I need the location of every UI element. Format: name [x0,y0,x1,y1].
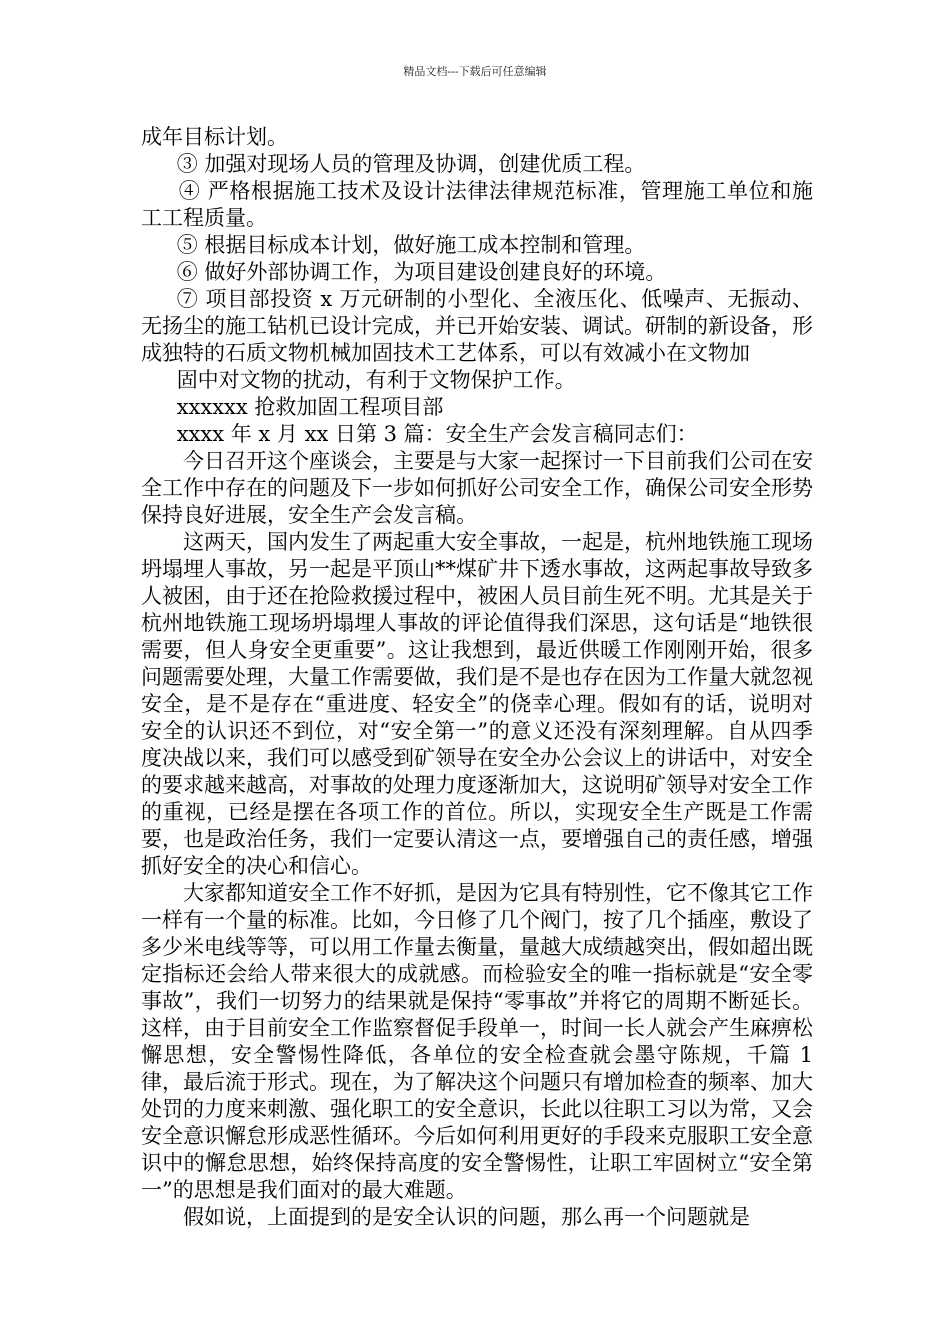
paragraph-item-6: ⑥ 做好外部协调工作，为项目建设创建良好的环境。 [176,260,667,284]
paragraph-accidents: 这两天，国内发生了两起重大安全事故，一起是，杭州地铁施工现场坍塌埋人事故，另一起是平顶山**煤矿井下透水事故，这两起事故导致多人被困，由于还在抢险救援过程中，被困人员目前生死不明。尤其是关于杭州地铁施工现场坍塌埋人事故的评论值得我们深思，这句话是“地铁很需要，但人身安全更重要”。这让我想到，最近供暖工作刚刚开始，很多问题需要处理，大量工作需要做，我们是不是也存在因为工作量大就忽视安全，是不是存在“重进度、轻安全”的侥幸心理。假如有的话，说明对安全的认识还不到位，对“安全第一”的意义还没有深刻理解。自从四季度决战以来，我们可以感受到矿领导在安全办公会议上的讲话中，对安全的要求越来越高，对事故的处理力度逐渐加大，这说明矿领导对安全工作的重视，已经是摆在各项工作的首位。所以，实现安全生产既是工作需要，也是政治任务，我们一定要认清这一点，要增强自己的责任感，增强抓好安全的决心和信心。 [141,530,813,878]
paragraph-goal-plan-end: 成年目标计划。 [141,125,288,149]
paragraph-signature-dept: xxxxxx 抢救加固工程项目部 [176,395,444,419]
paragraph-item-7-cont: 固中对文物的扰动，有利于文物保护工作。 [176,368,576,392]
paragraph-item-3: ③ 加强对现场人员的管理及协调，创建优质工程。 [176,152,646,176]
paragraph-next-problem: 假如说，上面提到的是安全认识的问题，那么再一个问题就是 [183,1205,750,1229]
paragraph-signature-date: xxxx 年 x 月 xx 日第 3 篇：安全生产会发言稿同志们： [176,422,698,446]
document-body [141,124,813,1231]
page-header: 精品文档---下载后可任意编辑 [403,65,547,78]
paragraph-item-4: ④ 严格根据施工技术及设计法律法律规范标准，管理施工单位和施工工程质量。 [141,179,813,230]
paragraph-meeting-intro: 今日召开这个座谈会，主要是与大家一起探讨一下目前我们公司在安全工作中存在的问题及下一步如何抓好公司安全工作，确保公司安全形势保持良好进展，安全生产会发言稿。 [141,449,813,527]
paragraph-item-5: ⑤ 根据目标成本计划，做好施工成本控制和管理。 [176,233,646,257]
paragraph-item-7: ⑦ 项目部投资 x 万元研制的小型化、全液压化、低噪声、无振动、无扬尘的施工钻机已设计完成，并已开始安装、调试。研制的新设备，形成独特的石质文物机械加固技术工艺体系，可以有效减小在文物加 [141,287,813,365]
paragraph-safety-difficulty: 大家都知道安全工作不好抓，是因为它具有特别性，它不像其它工作一样有一个量的标准。比如，今日修了几个阀门，按了几个插座，敷设了多少米电线等等，可以用工作量去衡量，量越大成绩越突出，假如超出既定指标还会给人带来很大的成就感。而检验安全的唯一指标就是“安全零事故”，我们一切努力的结果就是保持“零事故”并将它的周期不断延长。这样，由于目前安全工作监察督促手段单一，时间一长人就会产生麻痹松懈思想，安全警惕性降低，各单位的安全检查就会墨守陈规，千篇 1 律，最后流于形式。现在，为了解决这个问题只有增加检查的频率、加大处罚的力度来刺激、强化职工的安全意识，长此以往职工习以为常，又会安全意识懈怠形成恶性循环。今后如何利用更好的手段来克服职工安全意识中的懈怠思想，始终保持高度的安全警惕性，让职工牢固树立“安全第一”的思想是我们面对的最大难题。 [141,881,813,1202]
